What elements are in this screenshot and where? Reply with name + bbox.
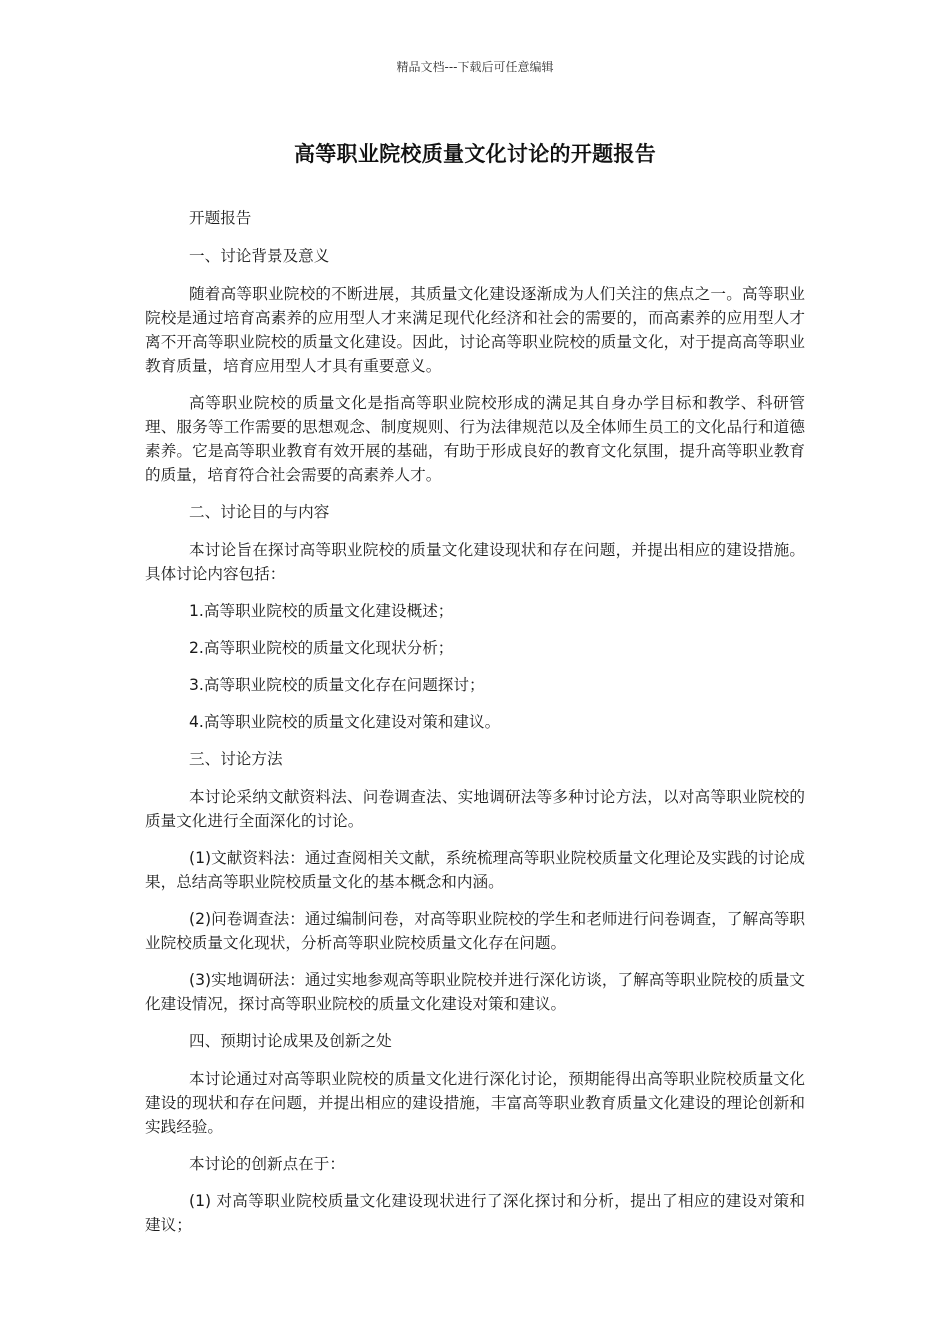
paragraph-purpose: 本讨论旨在探讨高等职业院校的质量文化建设现状和存在问题，并提出相应的建设措施。具体讨论内容包括： <box>145 541 805 583</box>
section-heading-background: 一、讨论背景及意义 <box>189 247 330 265</box>
document-title: 高等职业院校质量文化讨论的开题报告 <box>293 142 657 166</box>
list-item-4: 4.高等职业院校的质量文化建设对策和建议。 <box>189 713 501 731</box>
document-body <box>145 206 805 1250</box>
paragraph-method: 本讨论采纳文献资料法、问卷调查法、实地调研法等多种讨论方法，以对高等职业院校的质量文化进行全面深化的讨论。 <box>145 788 805 830</box>
paragraph-outcomes: 本讨论通过对高等职业院校的质量文化进行深化讨论，预期能得出高等职业院校质量文化建设的现状和存在问题，并提出相应的建设措施，丰富高等职业教育质量文化建设的理论创新和实践经验。 <box>145 1070 805 1136</box>
list-item-2: 2.高等职业院校的质量文化现状分析； <box>189 639 454 657</box>
paragraph-background-2: 高等职业院校的质量文化是指高等职业院校形成的满足其自身办学目标和教学、科研管理、服务等工作需要的思想观念、制度规则、行为法律规范以及全体师生员工的文化品行和道德素养。它是高等职业教育有效开展的基础，有助于形成良好的教育文化氛围，提升高等职业教育的质量，培育符合社会需要的高素养人才。 <box>145 394 805 484</box>
paragraph-innovation-1: (1) 对高等职业院校质量文化建设现状进行了深化探讨和分析，提出了相应的建设对策和建议； <box>145 1192 805 1234</box>
paragraph-report-label: 开题报告 <box>189 209 252 227</box>
list-item-3: 3.高等职业院校的质量文化存在问题探讨； <box>189 676 485 694</box>
paragraph-innovation-intro: 本讨论的创新点在于： <box>189 1155 345 1173</box>
section-heading-method: 三、讨论方法 <box>189 750 283 768</box>
paragraph-method-survey: (2)问卷调查法：通过编制问卷，对高等职业院校的学生和老师进行问卷调查，了解高等职业院校质量文化现状，分析高等职业院校质量文化存在问题。 <box>145 910 805 952</box>
header-note: 精品文档---下载后可任意编辑 <box>396 60 554 74</box>
section-heading-outcomes: 四、预期讨论成果及创新之处 <box>189 1032 392 1050</box>
paragraph-method-literature: (1)文献资料法：通过查阅相关文献，系统梳理高等职业院校质量文化理论及实践的讨论成果，总结高等职业院校质量文化的基本概念和内涵。 <box>145 849 805 891</box>
section-heading-purpose: 二、讨论目的与内容 <box>189 503 330 521</box>
list-item-1: 1.高等职业院校的质量文化建设概述； <box>189 602 454 620</box>
paragraph-method-field: (3)实地调研法：通过实地参观高等职业院校并进行深化访谈，了解高等职业院校的质量文化建设情况，探讨高等职业院校的质量文化建设对策和建议。 <box>145 971 805 1013</box>
paragraph-background-1: 随着高等职业院校的不断进展，其质量文化建设逐渐成为人们关注的焦点之一。高等职业院校是通过培育高素养的应用型人才来满足现代化经济和社会的需要的，而高素养的应用型人才离不开高等职业院校的质量文化建设。因此，讨论高等职业院校的质量文化，对于提高高等职业教育质量，培育应用型人才具有重要意义。 <box>145 285 805 375</box>
